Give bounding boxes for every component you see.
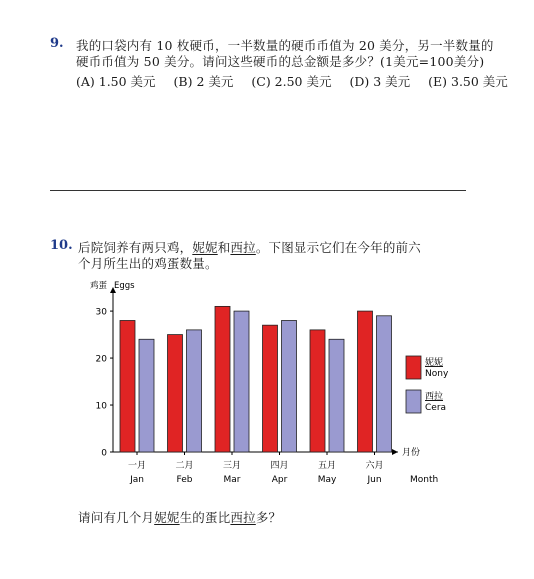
- bar-cera-mar: [234, 311, 249, 452]
- x-tick-label-cn: 三月: [222, 461, 242, 471]
- q10-line1-post: 。下图显示它们在今年的前六: [255, 240, 421, 255]
- x-axis-label-cn: 月份: [402, 448, 421, 458]
- x-tick-label-en: Apr: [271, 475, 288, 485]
- chart-legend: [406, 356, 449, 413]
- q10-line1-pre: 后院饲养有两只鸡，: [78, 240, 193, 255]
- choice-e: (E) 3.50 美元: [428, 74, 508, 89]
- bar-nony-jun: [358, 311, 373, 452]
- y-tick-label: 20: [95, 354, 107, 365]
- x-tick-label-cn: 四月: [270, 461, 289, 471]
- x-tick-label-en: Jun: [367, 475, 382, 485]
- x-axis-label-en: Month: [410, 475, 439, 485]
- question-9-text-line1: 我的口袋内有 10 枚硬币，一半数量的硬币币值为 20 美分，另一半数量的: [76, 38, 494, 53]
- y-tick-label: 0: [101, 448, 107, 459]
- q10-question-post: 多？: [255, 510, 282, 525]
- x-tick-label-en: May: [317, 475, 337, 485]
- y-tick-label: 30: [95, 307, 107, 318]
- question-10-number: 10.: [50, 238, 73, 253]
- egg-bar-chart: [0, 272, 534, 502]
- bar-nony-mar: [215, 306, 230, 452]
- q10-question-name-nony: 妮妮: [154, 510, 180, 525]
- bar-nony-may: [310, 330, 325, 452]
- q10-line1-mid: 和: [217, 240, 231, 255]
- question-9-text-line2: 硬币币值为 50 美分。请问这些硬币的总金额是多少？(1美元=100美分): [76, 54, 485, 69]
- q10-question-mid: 生的蛋比: [179, 510, 231, 525]
- legend-label-en-cera: Cera: [425, 403, 447, 413]
- bar-nony-apr: [263, 325, 278, 452]
- x-tick-label-en: Feb: [176, 475, 193, 485]
- choice-d: (D) 3 美元: [349, 74, 411, 89]
- bar-cera-jun: [377, 316, 392, 452]
- legend-swatch-cera: [406, 390, 421, 413]
- y-axis-label-en: Eggs: [114, 281, 135, 291]
- x-tick-label-cn: 五月: [317, 461, 337, 471]
- bar-nony-feb: [168, 335, 183, 452]
- x-tick-label-en: Jan: [130, 475, 144, 485]
- bar-cera-may: [329, 339, 344, 452]
- y-tick-label: 10: [95, 401, 107, 412]
- legend-swatch-nony: [406, 356, 421, 379]
- question-10-prompt: [78, 508, 281, 526]
- legend-label-en-nony: Nony: [425, 369, 449, 379]
- bar-cera-feb: [187, 330, 202, 452]
- legend-label-cn-nony: 妮妮: [425, 358, 444, 368]
- question-10-text-line2: 个月所生出的鸡蛋数量。: [78, 256, 218, 271]
- x-tick-label-cn: 二月: [175, 461, 194, 471]
- bar-cera-apr: [282, 320, 297, 452]
- q10-question-pre: 请问有几个月: [78, 510, 155, 525]
- x-axis-arrow-icon: [392, 449, 398, 455]
- choice-c: (C) 2.50 美元: [251, 74, 332, 89]
- x-tick-label-cn: 六月: [365, 461, 384, 471]
- name-nony: 妮妮: [192, 240, 218, 255]
- y-axis-label-cn: 鸡蛋: [90, 281, 108, 291]
- x-tick-label-cn: 一月: [127, 461, 147, 471]
- question-9-number: 9.: [50, 36, 64, 51]
- legend-label-cn-cera: 西拉: [425, 392, 444, 402]
- choice-a: (A) 1.50 美元: [76, 74, 156, 89]
- q10-question-name-cera: 西拉: [230, 510, 256, 525]
- section-divider: [50, 190, 466, 191]
- question-9-choices: [76, 72, 522, 90]
- x-tick-label-en: Mar: [223, 475, 241, 485]
- bar-cera-jan: [139, 339, 154, 452]
- chart-bars: [120, 306, 392, 452]
- choice-b: (B) 2 美元: [173, 74, 234, 89]
- name-cera: 西拉: [230, 240, 256, 255]
- bar-nony-jan: [120, 320, 135, 452]
